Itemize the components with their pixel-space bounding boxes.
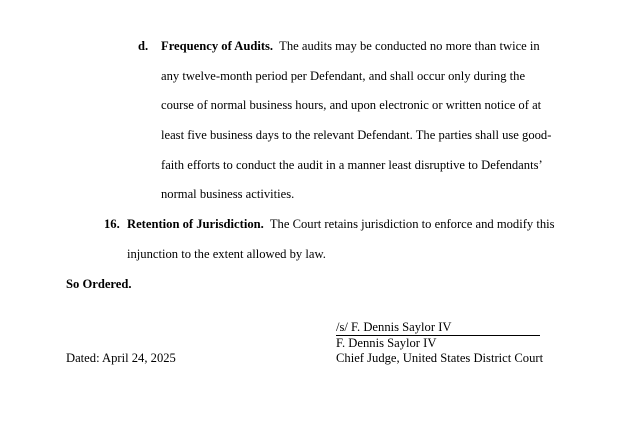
item-d-line-2: any twelve-month period per Defendant, and shall occur only during the <box>161 69 526 83</box>
item-d-line-1 <box>161 38 540 54</box>
item-d-heading: Frequency of Audits. <box>161 39 274 53</box>
so-ordered-heading: So Ordered. <box>66 277 132 291</box>
item-16-line-1-text: The Court retains jurisdiction to enforce and modify this <box>269 217 555 231</box>
item-d-line-4: least five business days to the relevant Defendant. The parties shall use good- <box>161 128 552 142</box>
item-d-line-5: faith efforts to conduct the audit in a manner least disruptive to Defendants’ <box>161 158 543 172</box>
item-d-marker: d. <box>138 39 149 53</box>
item-16-line-2: injunction to the extent allowed by law. <box>127 247 326 261</box>
signer-title: Chief Judge, United States District Court <box>336 351 544 365</box>
item-16-line-1 <box>127 216 555 232</box>
dated-line: Dated: April 24, 2025 <box>66 351 176 365</box>
electronic-signature: /s/ F. Dennis Saylor IV <box>336 320 540 336</box>
item-d-line-3: course of normal business hours, and upon electronic or written notice of at <box>161 98 542 112</box>
signer-name: F. Dennis Saylor IV <box>336 336 437 350</box>
item-d-line-6: normal business activities. <box>161 187 295 201</box>
item-d-line-1-text: The audits may be conducted no more than twice in <box>279 39 540 53</box>
item-16-marker: 16. <box>104 217 120 231</box>
item-16-heading: Retention of Jurisdiction. <box>127 217 264 231</box>
